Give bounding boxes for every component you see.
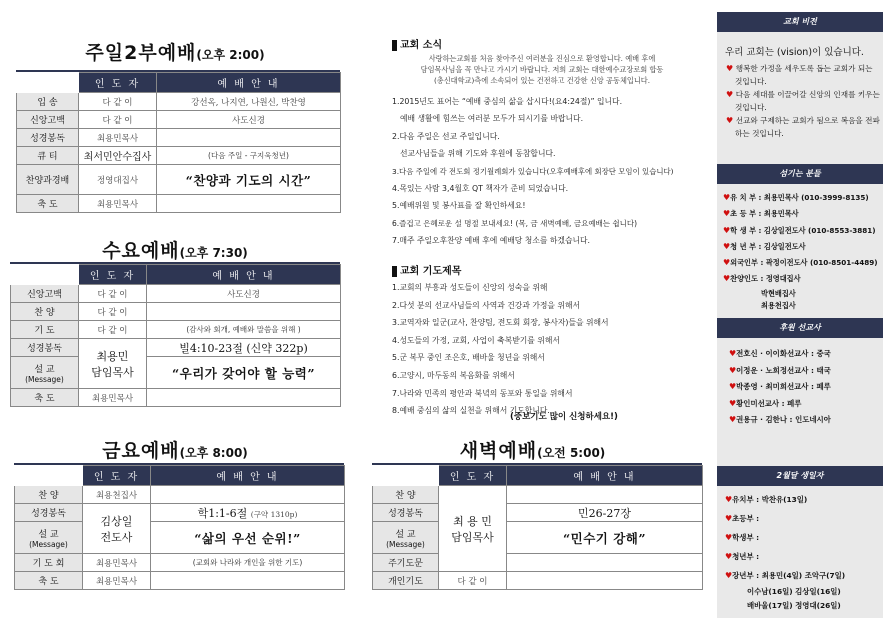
row-guide: “삶의 우선 순위!” [151,522,345,554]
row-label [11,357,79,389]
dawn-service-table [372,465,703,590]
row-guide [147,303,341,321]
row-guide: 민26-27장 [507,504,703,522]
table-header-blank [373,466,439,486]
vision-text: 행복한 가정을 세우도록 돕는 교회가 되는 것입니다. [735,64,873,86]
vision-heading: 교회 비전 [717,12,883,32]
sunday-title-text: 주일2부예배 [85,42,197,64]
greeting-line: (총신대학교)측에 소속되어 있는 건전하고 건강한 신앙 공동체입니다. [433,76,650,85]
header-leader: 인 도 자 [79,73,157,93]
row-guide [507,486,703,504]
staff-text: 외국인부 : 곽정이전도사 (010-8501-4489) [730,258,878,268]
preacher-name: 김상일 [100,514,133,528]
row-label: 성경봉독 [17,129,79,147]
row-label: 찬 양 [15,486,83,504]
list-item: 4.성도들의 가정, 교회, 사업이 축복받기를 위해서 [392,335,560,345]
birthday-text: 장년부 : 최용민(4일) 조악구(7일) [732,571,846,580]
row-label: 성경봉독 [11,339,79,357]
staff-text: 학 생 부 : 김상일전도사 (010-8553-3881) [730,225,876,235]
wednesday-service-table [10,264,341,407]
sunday-service-table [16,72,341,213]
heart-icon: ♥ [729,349,737,358]
list-item: 1.교회의 부흥과 성도들이 신앙의 성숙을 위해 [392,283,548,292]
birthday-item [725,509,881,528]
row-label: 개인기도 [373,572,439,590]
row-leader: 다 같 이 [439,572,507,590]
row-guide: “우리가 갖어야 할 능력” [147,357,341,389]
missionary-item [729,346,881,363]
list-item: 3.교역자와 일군(교사, 찬양팀, 전도회 회장, 봉사자)들을 위해서 [392,318,609,328]
row-leader: 정영대집사 [79,165,157,195]
table-row [373,572,703,590]
row-label: 축 도 [17,195,79,213]
list-item: 5.군 복무 중인 조은호, 배바울 청년을 위해서 [392,353,545,363]
row-label-main: 설 교 [38,529,59,540]
heart-icon: ♥ [725,533,733,542]
table-row [17,93,341,111]
missionary-heading: 후원 선교사 [717,318,883,338]
heart-icon: ♥ [723,241,731,251]
list-item: 선교사님들을 위해 기도와 후원에 동참합니다. [400,149,556,159]
table-header-row [17,73,341,93]
missionary-text: 전호신 · 이이화선교사 : 중국 [736,349,831,358]
birthday-item [725,566,881,585]
staff-item: 최용천집사 [761,300,796,310]
heart-icon: ♥ [726,64,736,73]
birthday-item [725,547,881,566]
vision-section [725,44,881,140]
row-label: 기 도 회 [15,554,83,572]
prayer-heading [392,262,461,277]
dawn-service-title [360,436,705,463]
row-leader: 다 같 이 [79,111,157,129]
preacher-cell [439,486,507,572]
row-label [373,522,439,554]
header-guide: 예 배 안 내 [157,73,341,93]
friday-time: (오후 8:00) [179,446,248,460]
heart-icon: ♥ [723,258,731,268]
table-row [15,486,345,504]
scripture-page: (구약 1310p) [250,509,298,519]
greeting-line: 사랑하는교회를 처음 찾아주신 여러분을 진심으로 환영합니다. 예배 후에 [428,54,656,63]
row-leader: 최용천집사 [83,486,151,504]
heart-icon: ♥ [726,90,736,99]
preacher-name: 최용민 [96,349,129,363]
table-row [15,554,345,572]
birthday-section [725,490,881,613]
row-guide: (교회와 나라와 개인을 위한 기도) [151,554,345,572]
table-row [11,357,341,389]
birthday-item: 배바울(17일) 정영대(26일) [747,601,841,610]
row-guide [147,389,341,407]
row-label-main: 설 교 [395,529,416,540]
heart-icon: ♥ [723,193,731,202]
row-leader: 다 같 이 [79,93,157,111]
vision-item [725,114,881,140]
row-leader: 최용민목사 [83,554,151,572]
row-leader: 최서민안수집사 [79,147,157,165]
preacher-cell [79,339,147,389]
vision-item [725,62,881,88]
preacher-role: 담임목사 [91,365,134,379]
birthday-text: 청년부 : [732,552,760,561]
dawn-title-text: 새벽예배 [459,440,538,462]
missionary-item [729,379,881,396]
row-label: 신앙고백 [17,111,79,129]
wednesday-service-title [10,236,340,263]
row-guide: 사도신경 [157,111,341,129]
row-leader: 다 같 이 [79,321,147,339]
table-row [17,147,341,165]
prayer-list [392,279,702,420]
welcome-greeting [382,53,702,86]
table-header-blank [17,73,79,93]
row-guide: “민수기 강해” [507,522,703,554]
header-guide: 예 배 안 내 [151,466,345,486]
wednesday-time: (오후 7:30) [179,246,248,260]
header-leader: 인 도 자 [439,466,507,486]
table-row [15,522,345,554]
row-leader: 최용민목사 [83,572,151,590]
heart-icon: ♥ [723,225,731,235]
row-guide [507,572,703,590]
table-row [15,504,345,522]
vision-item [725,88,881,114]
header-leader: 인 도 자 [79,265,147,285]
table-row [11,285,341,303]
heart-icon: ♥ [729,415,737,424]
header-leader: 인 도 자 [83,466,151,486]
missionary-item [729,363,881,380]
missionary-item [729,412,881,429]
row-label: 성경봉독 [373,504,439,522]
heart-icon: ♥ [729,398,737,408]
table-row [17,129,341,147]
dawn-time: (오전 5:00) [537,446,606,460]
staff-item [723,223,883,239]
row-label-main: 설 교 [34,364,55,375]
header-guide: 예 배 안 내 [507,466,703,486]
staff-item [723,271,883,287]
row-guide [151,504,345,522]
list-item: 1.2015년도 표어는 “예배 중심의 삶을 삽시다!(요4:24절)” 입니다. [392,97,623,106]
heading-marker [392,40,397,51]
heart-icon: ♥ [723,209,731,219]
staff-text: 찬양인도 : 정영대집사 [730,274,801,284]
heart-icon: ♥ [723,274,731,284]
row-guide: 강선옥, 나지연, 나원신, 박찬영 [157,93,341,111]
birthday-text: 유치부 : 박찬유(13일) [732,495,808,504]
row-label-sub: (Message) [29,539,68,549]
birthday-heading: 2월달 생일자 [717,466,883,486]
table-header-row [15,466,345,486]
sidebar [717,12,883,618]
prayer-heading-text: 교회 기도제목 [400,266,462,277]
missionary-text: 황인미선교사 : 페루 [736,398,802,408]
table-row [17,195,341,213]
staff-text: 청 년 부 : 김상일전도사 [730,241,806,251]
row-label-sub: (Message) [25,374,64,384]
row-leader: 최용민목사 [79,389,147,407]
list-item: 5.예배위원 및 봉사표를 잘 확인하세요! [392,201,526,211]
missionary-text: 박종영 · 최미희선교사 : 페루 [736,382,831,391]
table-row [11,303,341,321]
row-leader: 다 같 이 [79,303,147,321]
heart-icon: ♥ [729,365,737,375]
table-row [373,554,703,572]
table-row [17,165,341,195]
table-row [373,486,703,504]
row-label: 큐 티 [17,147,79,165]
prayer-note: (중보기도 많이 신청하세요!) [510,412,618,422]
row-guide: (다음 주일 - 구지욱청년) [157,147,341,165]
heart-icon: ♥ [725,495,733,504]
row-guide: (감사와 회개, 예배와 말씀을 위해 ) [147,321,341,339]
vision-text: 다음 세대를 이끌어갈 신앙의 인재를 키우는 것입니다. [735,90,880,112]
news-heading [392,36,442,51]
heart-icon: ♥ [725,571,733,580]
missionary-section [729,346,881,429]
row-label: 찬 양 [11,303,79,321]
staff-section [723,190,883,312]
sunday-service-title [10,38,340,65]
birthday-item [725,528,881,547]
row-guide: 빌4:10-23절 (신약 322p) [147,339,341,357]
staff-text: 유 치 부 : 최용민목사 (010-3999-8135) [730,193,869,202]
table-row [17,111,341,129]
list-item: 예배 생활에 힘쓰는 여러분 모두가 되시기를 바랍니다. [400,114,584,124]
table-row [15,572,345,590]
row-label: 입 송 [17,93,79,111]
preacher-name: 최 용 민 [453,514,492,528]
birthday-item [725,490,881,509]
row-leader: 최용민목사 [79,195,157,213]
staff-heading: 섬기는 분들 [717,164,883,184]
missionary-text: 권용규 · 김한나 : 인도네시아 [736,415,831,424]
missionary-text: 이정운 · 노희정선교사 : 태국 [736,365,831,375]
preacher-role: 담임목사 [451,530,494,544]
friday-title-text: 금요예배 [102,440,180,462]
row-guide [157,129,341,147]
row-guide [507,554,703,572]
list-item: 8.예배 중심의 삶의 실천을 위해서 기도합니다. [392,406,550,416]
row-label: 성경봉독 [15,504,83,522]
row-label: 축 도 [15,572,83,590]
birthday-text: 학생부 : [732,533,760,542]
vision-text: 선교와 구제하는 교회가 됨으로 복음을 전파하는 것입니다. [735,116,880,138]
row-guide [151,572,345,590]
list-item: 7.나라와 민족의 평안과 북녘의 동포와 통일을 위해서 [392,388,573,398]
birthday-text: 초등부 : [732,514,760,523]
list-item: 6.고양시, 마두동의 복음화를 위해서 [392,370,515,380]
staff-text: 초 등 부 : 최용민목사 [730,209,799,219]
greeting-line: 담임목사님을 꼭 만나고 가시기 바랍니다. 저희 교회는 대한예수교장로회 합동 [420,65,664,74]
row-guide: 사도신경 [147,285,341,303]
row-guide: “찬양과 기도의 시간” [157,165,341,195]
table-row [373,522,703,554]
row-guide [151,486,345,504]
row-leader: 다 같 이 [79,285,147,303]
row-label [15,522,83,554]
friday-service-table [14,465,345,590]
list-item: 2.다섯 분의 선교사님들의 사역과 건강과 가정을 위해서 [392,300,581,310]
heart-icon: ♥ [726,116,736,125]
friday-service-title [10,436,340,463]
table-header-blank [11,265,79,285]
list-item: 4.목있는 사람 3,4월호 QT 책자가 준비 되었습니다. [392,184,569,194]
news-list [392,93,702,250]
news-heading-text: 교회 소식 [400,40,443,51]
staff-item [723,255,883,271]
list-item: 6.즐겁고 은혜로운 설 명절 보내세요! (목, 금 새벽예배, 금요예배는 쉽니다) [392,218,638,228]
table-row [11,389,341,407]
heading-marker [392,266,397,277]
row-label: 기 도 [11,321,79,339]
list-item: 7.매주 주일오후찬양 예배 후에 예배당 청소를 하겠습니다. [392,236,591,246]
row-label: 주기도문 [373,554,439,572]
row-label: 축 도 [11,389,79,407]
preacher-cell [83,504,151,554]
staff-item [723,206,883,222]
sunday-time: (오후 2:00) [196,48,265,62]
list-item: 2.다음 주일은 선교 주일입니다. [392,131,500,141]
birthday-item: 이수남(16일) 김상일(16일) [747,587,841,596]
table-row [11,339,341,357]
staff-item [723,239,883,255]
table-header-blank [15,466,83,486]
missionary-item [729,396,881,413]
header-guide: 예 배 안 내 [147,265,341,285]
scripture-ref: 학1:1-6절 [197,506,248,520]
table-header-row [11,265,341,285]
heart-icon: ♥ [729,382,737,391]
row-label-sub: (Message) [386,539,425,549]
table-header-row [373,466,703,486]
preacher-role: 전도사 [100,530,133,544]
wednesday-title-text: 수요예배 [102,240,180,262]
heart-icon: ♥ [725,514,733,523]
row-leader: 최용민목사 [79,129,157,147]
list-item: 3.다음 주일에 각 전도회 정기월례회가 있습니다(오후예배후에 회장단 모임이 있습니다) [392,166,674,176]
row-guide [157,195,341,213]
row-label: 찬양과경배 [17,165,79,195]
staff-item [723,190,883,206]
vision-title: 우리 교회는 (vision)이 있습니다. [725,47,864,58]
row-label: 찬 양 [373,486,439,504]
row-label: 신앙고백 [11,285,79,303]
heart-icon: ♥ [725,552,733,561]
table-row [11,321,341,339]
staff-item: 박현배집사 [761,288,796,298]
table-row [373,504,703,522]
